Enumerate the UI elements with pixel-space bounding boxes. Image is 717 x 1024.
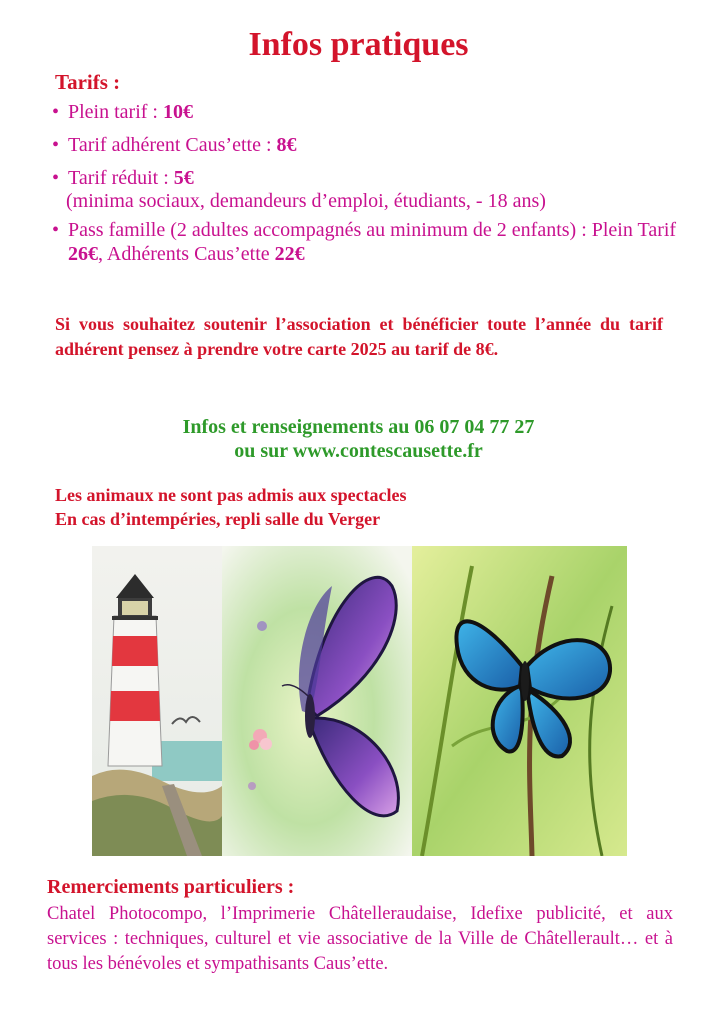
rule-weather: En cas d’intempéries, repli salle du Verger xyxy=(55,509,381,529)
contact-website: ou sur www.contescausette.fr xyxy=(234,440,483,462)
support-notice: Si vous souhaitez soutenir l’association et bénéficier toute l’année du tarif adhérent pensez à prendre votre carte 2025 au tarif de 8€. xyxy=(55,314,663,359)
tarif-famille-price-plein: 26€ xyxy=(68,243,98,265)
contact-info xyxy=(0,415,717,463)
tarif-reduit-label: Tarif réduit : xyxy=(68,167,174,189)
tarif-plein xyxy=(52,100,692,124)
page-title: Infos pratiques xyxy=(248,26,469,63)
tarif-reduit-note: (minima sociaux, demandeurs d’emploi, étudiants, - 18 ans) xyxy=(66,190,546,212)
tarif-famille-middle: , Adhérents Caus’ette xyxy=(98,243,275,265)
tarif-plein-label: Plein tarif : xyxy=(68,101,163,123)
artwork-banner xyxy=(92,546,627,856)
venue-rules xyxy=(55,483,675,531)
tarif-adherent xyxy=(52,133,692,157)
tarif-famille-price-adherent: 22€ xyxy=(274,243,305,265)
tarif-adherent-label: Tarif adhérent Caus’ette : xyxy=(68,134,277,156)
blue-butterfly-illustration xyxy=(412,546,627,856)
thanks-body: Chatel Photocompo, l’Imprimerie Châtelleraudaise, Idefixe publicité, et aux services : techniques, culturel et vie associative de la Ville de Châtellerault… et à tous les bénévoles et sympathisants Caus’ette. xyxy=(47,904,673,974)
thanks-heading: Remerciements particuliers : xyxy=(47,876,295,898)
contact-phone: Infos et renseignements au 06 07 04 77 27 xyxy=(182,416,535,438)
tarifs-heading: Tarifs : xyxy=(55,70,121,94)
rule-animals: Les animaux ne sont pas admis aux spectacles xyxy=(55,485,407,505)
purple-butterfly-illustration xyxy=(222,546,412,856)
tarif-famille xyxy=(52,218,692,266)
tarif-reduit-price: 5€ xyxy=(173,167,194,189)
tarif-adherent-price: 8€ xyxy=(276,134,297,156)
tarif-reduit xyxy=(52,166,692,212)
tarif-famille-label: Pass famille (2 adultes accompagnés au minimum de 2 enfants) : Plein Tarif xyxy=(68,219,677,241)
lighthouse-illustration xyxy=(92,546,222,856)
tarif-plein-price: 10€ xyxy=(162,101,193,123)
tarif-list xyxy=(52,100,692,275)
